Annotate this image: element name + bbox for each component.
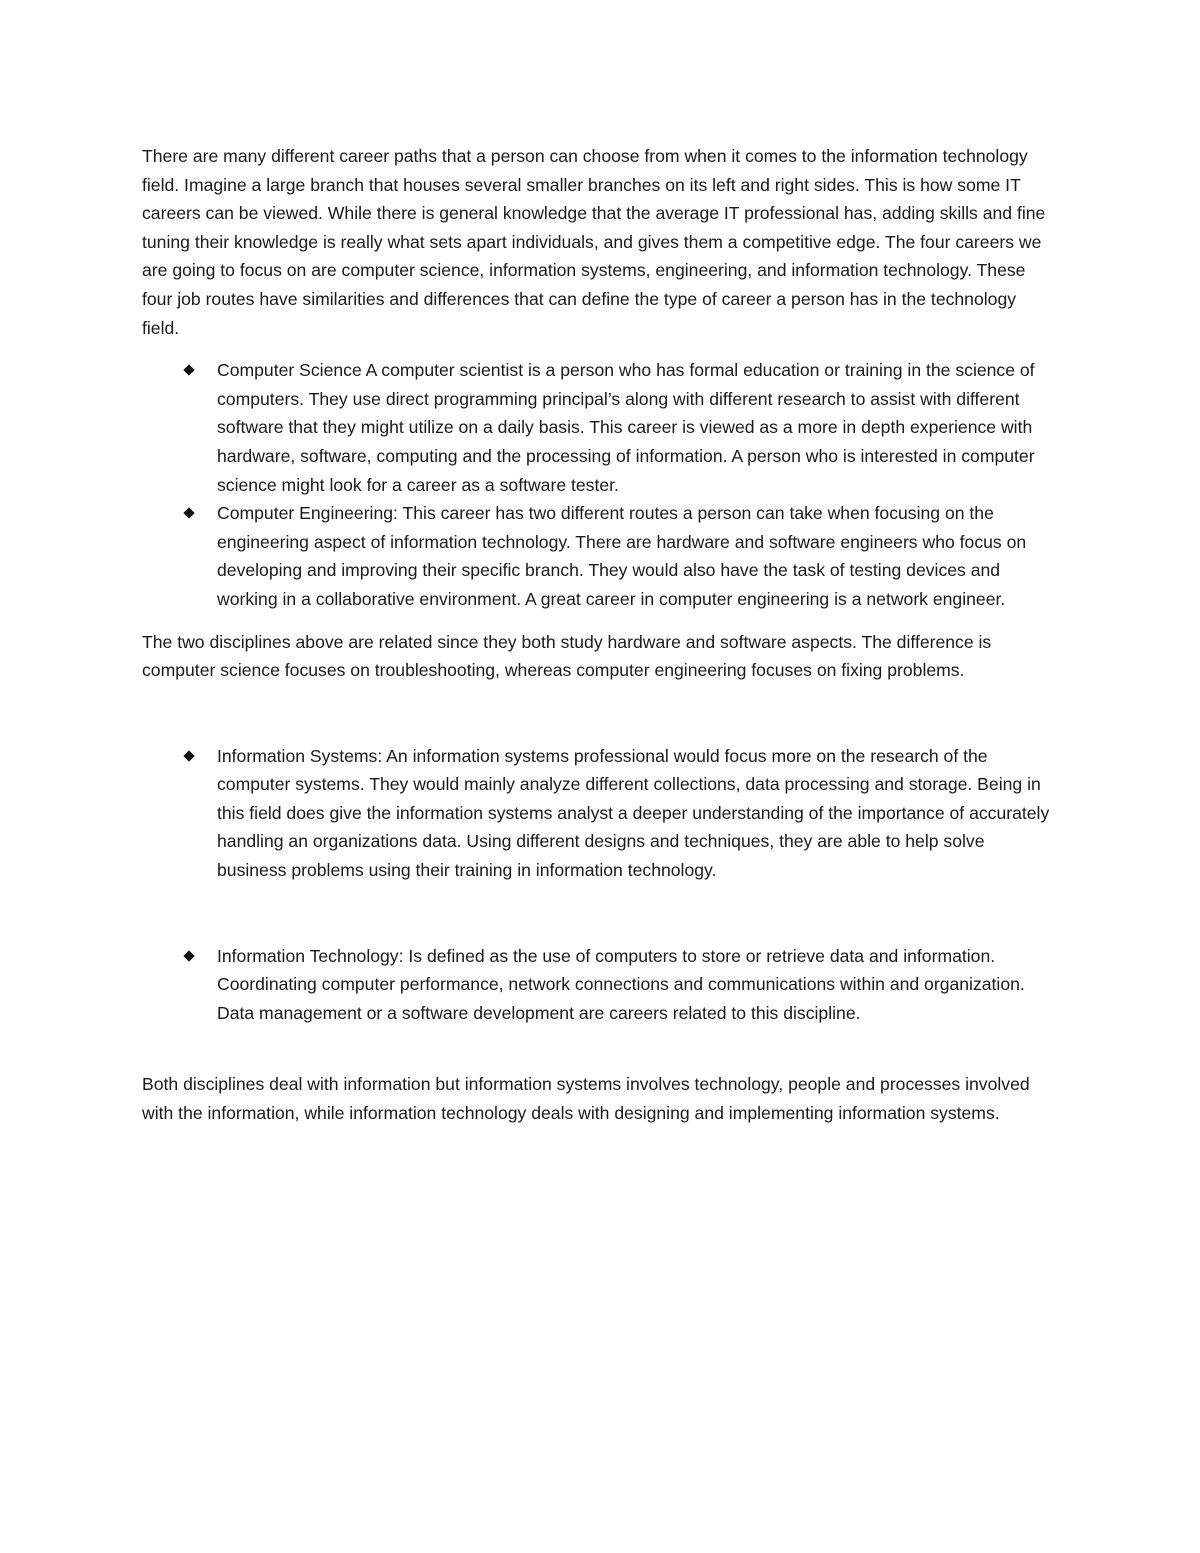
list-item-information-systems: [142, 742, 1050, 885]
list-item-computer-science: [142, 356, 1050, 499]
diamond-bullet-icon: [183, 364, 194, 375]
career-list-1: [142, 356, 1050, 613]
list-item-information-technology: [142, 942, 1050, 1028]
diamond-bullet-icon: [183, 750, 194, 761]
comparison-paragraph-2: Both disciplines deal with information but information systems involves technology, people and processes involved with the information, while information technology deals with designing and implementing information systems.: [142, 1074, 1030, 1124]
career-list-2: [142, 742, 1050, 1028]
intro-paragraph: There are many different career paths that a person can choose from when it comes to the information technology field. Imagine a large branch that houses several smaller branches on its left and right sides. This is how some IT careers can be viewed. While there is general knowledge that the average IT professional has, adding skills and fine tuning their knowledge is really what sets apart individuals, and gives them a competitive edge. The four careers we are going to focus on are computer science, information systems, engineering, and information technology. These four job routes have similarities and differences that can define the type of career a person has in the technology field.: [142, 146, 1046, 338]
list-item-computer-engineering: [142, 499, 1050, 613]
list-item-text: Computer Science A computer scientist is a person who has formal education or training in the science of computers. They use direct programming principal’s along with different research to assist with different software that they might utilize on a daily basis. This career is viewed as a more in depth experience with hardware, software, computing and the processing of information. A person who is interested in computer science might look for a career as a software tester.: [217, 360, 1035, 495]
list-item-text: Information Technology: Is defined as the use of computers to store or retrieve data and information. Coordinating computer performance, network connections and communications within and organization. Data management or a software development are careers related to this discipline.: [217, 945, 1025, 1023]
list-item-text: Computer Engineering: This career has two different routes a person can take when focusing on the engineering aspect of information technology. There are hardware and software engineers who focus on developing and improving their specific branch. They would also have the task of testing devices and working in a collaborative environment. A great career in computer engineering is a network engineer.: [217, 503, 1027, 609]
diamond-bullet-icon: [183, 950, 194, 961]
list-item-text: Information Systems: An information systems professional would focus more on the research of the computer systems. They would mainly analyze different collections, data processing and storage. Being in this field does give the information systems analyst a deeper understanding of the importance of accurately handling an organizations data. Using different designs and techniques, they are able to help solve business problems using their training in information technology.: [217, 745, 1050, 881]
comparison-paragraph-1: The two disciplines above are related since they both study hardware and software aspects. The difference is computer science focuses on troubleshooting, whereas computer engineering focuses on fixing problems.: [142, 631, 992, 681]
diamond-bullet-icon: [183, 507, 194, 518]
